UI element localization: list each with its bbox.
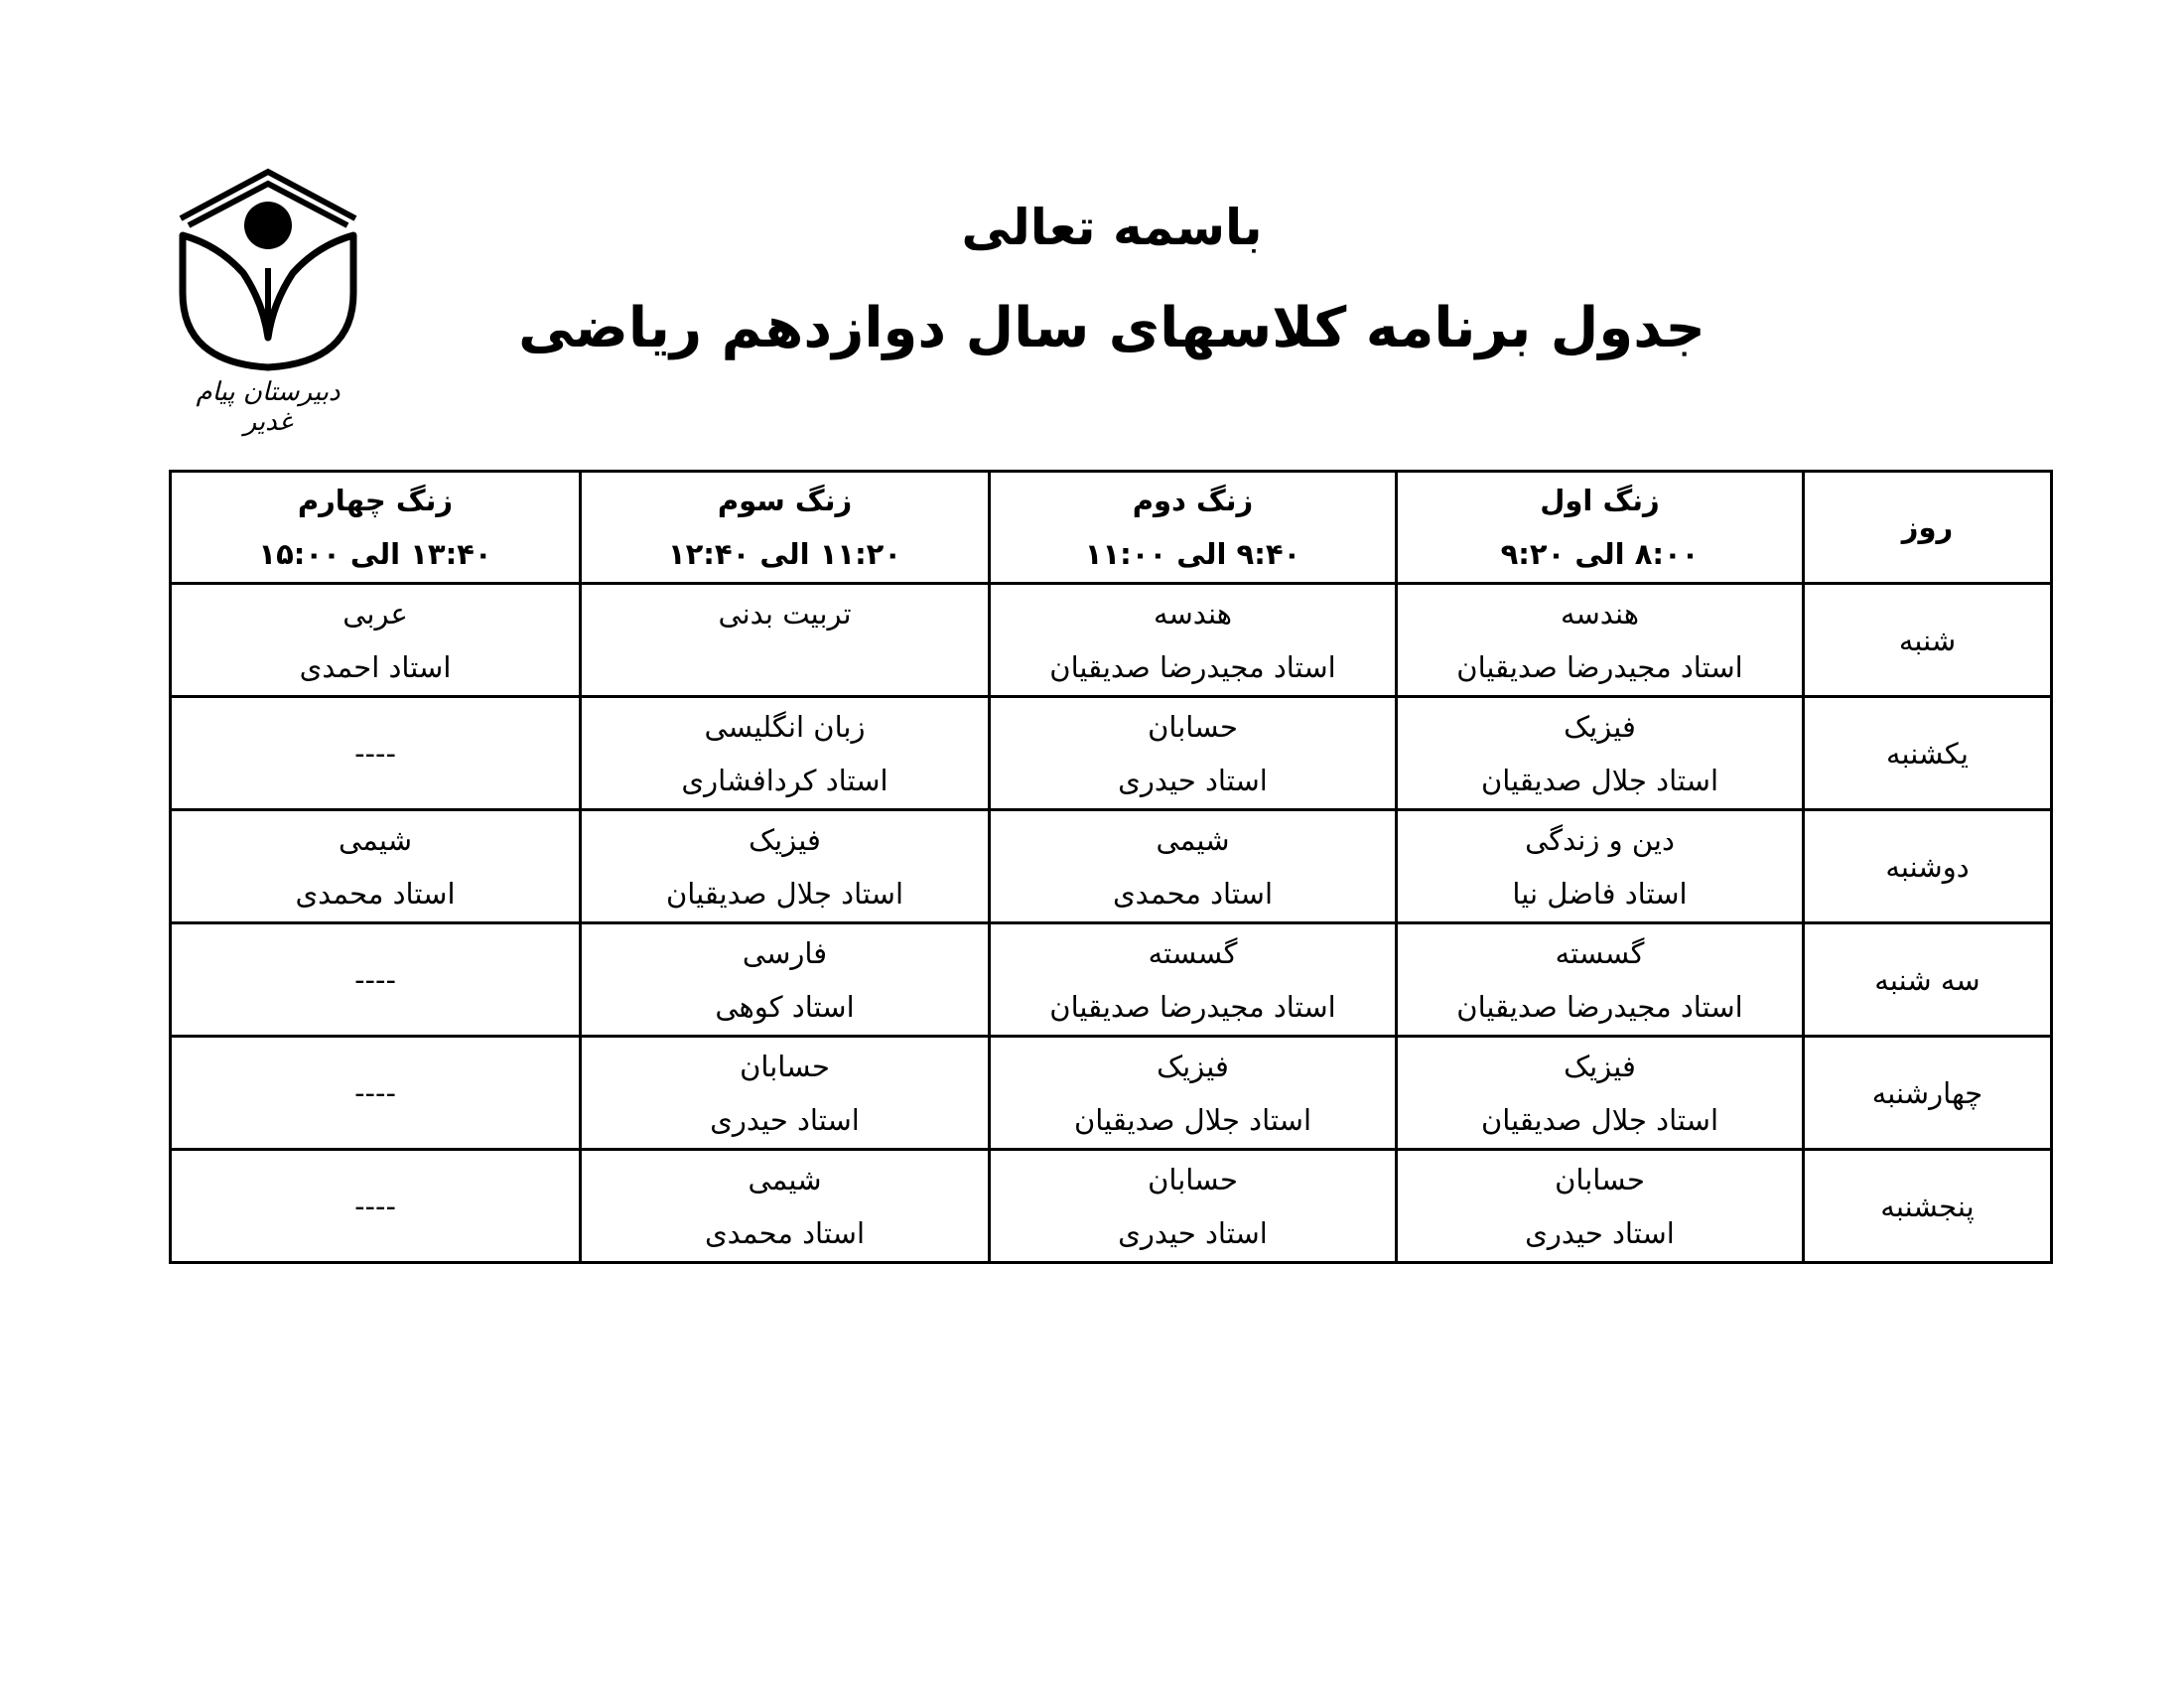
table-row	[171, 923, 2052, 1037]
subject-text: شیمی	[339, 822, 412, 857]
class-cell	[990, 810, 1397, 923]
bell-name: زنگ چهارم	[297, 484, 454, 517]
subject-text: شیمی	[748, 1162, 822, 1196]
table-row	[171, 1037, 2052, 1150]
class-cell	[1397, 923, 1804, 1037]
teacher-text: استاد جلال صدیقیان	[665, 876, 904, 911]
subject-text: تربیت بدنی	[718, 596, 852, 631]
teacher-text: استاد کوهی	[715, 989, 855, 1024]
day-cell: سه شنبه	[1804, 923, 2052, 1037]
table-header-row	[171, 472, 2052, 584]
bell-header-3	[581, 472, 990, 584]
subject-text: ----	[354, 736, 396, 771]
subject-text: فیزیک	[1157, 1049, 1229, 1083]
teacher-text: استاد حیدری	[1118, 763, 1268, 797]
subject-text: هندسه	[1560, 596, 1640, 631]
bell-time: ۸:۰۰ الی ۹:۲۰	[1500, 537, 1700, 571]
class-cell	[1397, 697, 1804, 810]
bell-header-2	[990, 472, 1397, 584]
teacher-text: استاد حیدری	[1118, 1215, 1268, 1250]
bell-header-4	[171, 472, 581, 584]
teacher-text: استاد مجیدرضا صدیقیان	[1049, 649, 1336, 684]
subject-text: ----	[354, 962, 396, 997]
class-cell	[1397, 1037, 1804, 1150]
table-row	[171, 697, 2052, 810]
teacher-text: استاد جلال صدیقیان	[1073, 1102, 1312, 1137]
subject-text: فیزیک	[749, 822, 821, 857]
class-cell	[1397, 1150, 1804, 1263]
teacher-text: استاد محمدی	[1112, 876, 1273, 911]
subject-text: شیمی	[1156, 822, 1230, 857]
subject-text: دین و زندگی	[1525, 822, 1675, 857]
subject-text: حسابان	[740, 1049, 830, 1083]
teacher-text: استاد فاضل نیا	[1512, 876, 1688, 911]
bell-header-1	[1397, 472, 1804, 584]
class-cell	[171, 697, 581, 810]
subject-text: حسابان	[1148, 1162, 1238, 1196]
school-name-logo-text: دبیرستان پیام غدیر	[196, 377, 341, 437]
subject-text: فیزیک	[1564, 709, 1636, 744]
bell-time: ۹:۴۰ الی ۱۱:۰۰	[1084, 537, 1301, 571]
class-cell	[990, 584, 1397, 697]
teacher-text: استاد حیدری	[1525, 1215, 1675, 1250]
class-cell	[581, 1150, 990, 1263]
table-row	[171, 584, 2052, 697]
bell-name: زنگ سوم	[717, 484, 853, 517]
page-title: جدول برنامه کلاسهای سال دوازدهم ریاضی	[518, 296, 1706, 360]
class-cell	[1397, 584, 1804, 697]
subject-text: فارسی	[742, 935, 828, 970]
day-cell: پنجشنبه	[1804, 1150, 2052, 1263]
class-cell	[171, 923, 581, 1037]
subject-text: عربی	[342, 596, 408, 631]
subject-text: فیزیک	[1564, 1049, 1636, 1083]
day-cell: چهارشنبه	[1804, 1037, 2052, 1150]
subject-text: حسابان	[1148, 709, 1238, 744]
subject-text: ----	[354, 1075, 396, 1110]
class-cell	[581, 584, 990, 697]
class-cell	[171, 1150, 581, 1263]
bell-time: ۱۳:۴۰ الی ۱۵:۰۰	[258, 537, 492, 571]
day-cell: دوشنبه	[1804, 810, 2052, 923]
teacher-text: استاد مجیدرضا صدیقیان	[1049, 989, 1336, 1024]
class-cell	[171, 1037, 581, 1150]
teacher-text: استاد محمدی	[704, 1215, 865, 1250]
class-cell	[990, 923, 1397, 1037]
class-cell	[581, 810, 990, 923]
class-cell	[990, 1037, 1397, 1150]
day-cell: یکشنبه	[1804, 697, 2052, 810]
teacher-text: استاد مجیدرضا صدیقیان	[1456, 649, 1743, 684]
class-cell	[581, 923, 990, 1037]
heading-line-1: باسمه تعالی	[961, 199, 1263, 256]
day-cell: شنبه	[1804, 584, 2052, 697]
class-cell	[990, 697, 1397, 810]
class-cell	[990, 1150, 1397, 1263]
day-column-header: روز	[1804, 472, 2052, 584]
teacher-text: استاد محمدی	[295, 876, 456, 911]
class-cell	[1397, 810, 1804, 923]
bell-name: زنگ دوم	[1132, 484, 1254, 517]
teacher-text: استاد حیدری	[710, 1102, 860, 1137]
subject-text: گسسته	[1148, 935, 1238, 970]
class-schedule-table	[169, 470, 2053, 1264]
bell-time: ۱۱:۲۰ الی ۱۲:۴۰	[667, 537, 902, 571]
subject-text: گسسته	[1555, 935, 1645, 970]
table-row	[171, 1150, 2052, 1263]
teacher-text: استاد مجیدرضا صدیقیان	[1456, 989, 1743, 1024]
class-cell	[581, 1037, 990, 1150]
subject-text: ----	[354, 1189, 396, 1223]
class-cell	[171, 810, 581, 923]
teacher-text: استاد احمدی	[299, 649, 452, 684]
empty-line	[582, 640, 988, 694]
subject-text: هندسه	[1153, 596, 1233, 631]
teacher-text: استاد جلال صدیقیان	[1480, 1102, 1719, 1137]
class-cell	[171, 584, 581, 697]
bell-name: زنگ اول	[1540, 484, 1660, 517]
subject-text: زبان انگلیسی	[704, 709, 866, 744]
teacher-text: استاد کردافشاری	[681, 763, 888, 797]
class-cell	[581, 697, 990, 810]
subject-text: حسابان	[1555, 1162, 1645, 1196]
teacher-text: استاد جلال صدیقیان	[1480, 763, 1719, 797]
table-row	[171, 810, 2052, 923]
